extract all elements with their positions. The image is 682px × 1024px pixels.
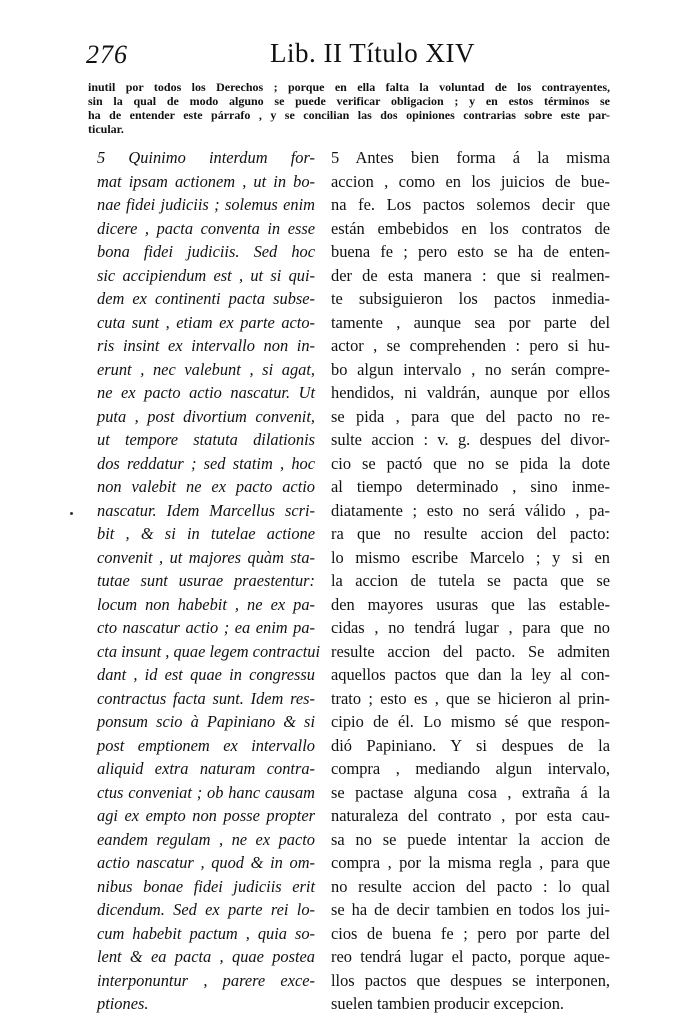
running-title: Lib. II Título XIV (270, 38, 475, 68)
spanish-text-line: no resulte accion del pacto : lo qual (331, 876, 610, 896)
latin-text-line: interponuntur , parere exce- (97, 970, 315, 990)
printer-mark (70, 512, 73, 515)
latin-text-line: dos reddatur ; sed statim , hoc (97, 453, 315, 473)
latin-text-line: post emptionem ex intervallo (97, 735, 315, 755)
latin-text-line: cto nascatur actio ; ea enim pa- (97, 618, 315, 637)
latin-text-line: dant , id est quae in congressu (97, 665, 315, 684)
continuation-paragraph (88, 80, 610, 136)
spanish-text-line: se ha de decir tambien en todos los jui- (331, 900, 610, 919)
spanish-text-line: sa no se puede intentar la accion de (331, 829, 610, 849)
latin-text-line: contractus facta sunt. Idem res- (97, 688, 315, 708)
latin-text-line: aliquid extra naturam contra- (97, 759, 315, 778)
spanish-text-line: reo tendrá lugar el pacto, porque aque- (331, 947, 610, 966)
spanish-text-line: na fe. Los pactos solemos decir que (331, 195, 610, 214)
latin-text-line: dicendum. Sed ex parte rei lo- (97, 900, 315, 919)
latin-text-line: tutae sunt usurae praestentur: (97, 571, 315, 590)
latin-text-line: convenit , ut majores quàm sta- (97, 547, 315, 567)
spanish-text-line: accion , como en los juicios de bue- (331, 171, 610, 191)
latin-text-line: 5 Quinimo interdum for- (97, 148, 315, 167)
spanish-text-line: der de esta manera : que si realmen- (331, 265, 610, 285)
latin-text-line: agi ex empto non posse propter (97, 806, 315, 825)
page-number: 276 (86, 40, 128, 69)
spanish-text-line: compra , por la misma regla , para que (331, 853, 610, 872)
latin-text-line: eandem regulam , ne ex pacto (97, 829, 315, 849)
latin-text-line: cum habebit pactum , quia so- (97, 923, 315, 943)
latin-text-line: bit , & si in tutelae actione (97, 524, 315, 543)
spanish-text-line: llos pactos que despues se interponen, (331, 970, 610, 990)
spanish-text-line: lo mismo escribe Marcelo ; y si en (331, 547, 610, 567)
spanish-text-line: se pactase alguna cosa , extraña á la (331, 782, 610, 802)
latin-text-line: dem ex continenti pacta subse- (97, 289, 315, 308)
spanish-text-line: buena fe ; pero esto se ha de enten- (331, 242, 610, 261)
latin-text-line: sic accipiendum est , ut si qui- (97, 265, 315, 285)
spanish-text-line: diatamente ; esto no será válido , pa- (331, 500, 610, 520)
spanish-text-line: ra que no resulte accion del pacto: (331, 524, 610, 543)
spanish-text-line: están embebidos en los contratos de (331, 218, 610, 238)
spanish-text-line: la accion de tutela se pacta que se (331, 571, 610, 590)
latin-text-line: ne ex pacto actio nascatur. Ut (97, 383, 315, 402)
spanish-text-line: 5 Antes bien forma á la misma (331, 148, 610, 167)
spanish-column (331, 146, 610, 1016)
continuation-line: ticular. (88, 122, 124, 136)
spanish-text-line: bo algun intervalo , no serán compre- (331, 359, 610, 379)
spanish-text-line: suelen tambien producir excepcion. (331, 994, 565, 1013)
spanish-text-line: naturaleza del contrato , por esta cau- (331, 806, 610, 825)
spanish-text-line: cidas , no tendrá lugar , para que no (331, 618, 610, 637)
latin-text-line: nae fidei judiciis ; solemus enim (97, 195, 315, 214)
continuation-line: inutil por todos los Derechos ; porque en ella falta la voluntad de los contrayentes, (88, 80, 610, 94)
spanish-text-line: cipio de él. Lo mismo sé que respon- (331, 712, 610, 731)
latin-text-line: nascatur. Idem Marcellus scri- (97, 500, 315, 520)
latin-text-line: locum non habebit , ne ex pa- (97, 594, 315, 614)
latin-text-line: nibus bonae fidei judiciis erit (97, 876, 315, 896)
spanish-text-line: dió Papiniano. Y si despues de la (331, 735, 610, 755)
spanish-text-line: sulte accion : v. g. despues del divor- (331, 430, 610, 449)
spanish-text-line: cios de buena fe ; pero por parte del (331, 923, 610, 943)
latin-text-line: ptiones. (97, 994, 149, 1013)
continuation-line: ha de entender este párrafo , y se concilian las dos opiniones contrarias sobre este par- (88, 108, 610, 122)
latin-text-line: ctus conveniat ; ob hanc causam (97, 782, 315, 802)
latin-text-line: ut tempore statuta dilationis (97, 430, 315, 449)
spanish-text-line: trato ; esto es , que se hicieron al prin- (331, 688, 610, 708)
spanish-text-line: al tiempo determinado , sino inme- (331, 477, 610, 496)
latin-text-line: ponsum scio à Papiniano & si (97, 712, 315, 731)
latin-text-line: puta , post divortium convenit, (97, 406, 315, 426)
spanish-text-line: compra , mediando algun intervalo, (331, 759, 610, 778)
spanish-text-line: hendidos, ni valdrán, aunque por ellos (331, 383, 610, 402)
latin-text-line: lent & ea pacta , quae postea (97, 947, 315, 966)
latin-text-line: erunt , nec valebunt , si agat, (97, 359, 315, 379)
spanish-text-line: aquellos pactos que dan la ley al con- (331, 665, 610, 684)
latin-text-line: actio nascatur , quod & in om- (97, 853, 315, 872)
latin-text-line: cta insunt , quae legem contractui (97, 641, 321, 661)
latin-text-line: cuta sunt , etiam ex parte acto- (97, 312, 315, 332)
latin-text-line: ris insint ex intervallo non in- (97, 336, 315, 355)
spanish-text-line: te subsiguieron los pactos inmedia- (331, 289, 610, 308)
latin-text-line: bona fidei judiciis. Sed hoc (97, 242, 315, 261)
continuation-line: sin la qual de modo alguno se puede verificar obligacion ; y en estos términos se (88, 94, 610, 108)
latin-text-line: non valebit ne ex pacto actio (97, 477, 315, 496)
spanish-text-line: cio se pactó que no se pida la dote (331, 453, 610, 473)
latin-text-line: dicere , pacta conventa in esse (97, 218, 315, 238)
latin-column (97, 146, 321, 1016)
spanish-text-line: resulte accion del pacto. Se admiten (331, 641, 610, 661)
spanish-text-line: actor , se comprehenden : pero si hu- (331, 336, 610, 355)
spanish-text-line: tamente , aunque sea por parte del (331, 312, 610, 332)
spanish-text-line: den mayores usuras que las estable- (331, 594, 610, 614)
spanish-text-line: se pida , para que del pacto no re- (331, 406, 610, 426)
latin-text-line: mat ipsam actionem , ut in bo- (97, 171, 315, 191)
